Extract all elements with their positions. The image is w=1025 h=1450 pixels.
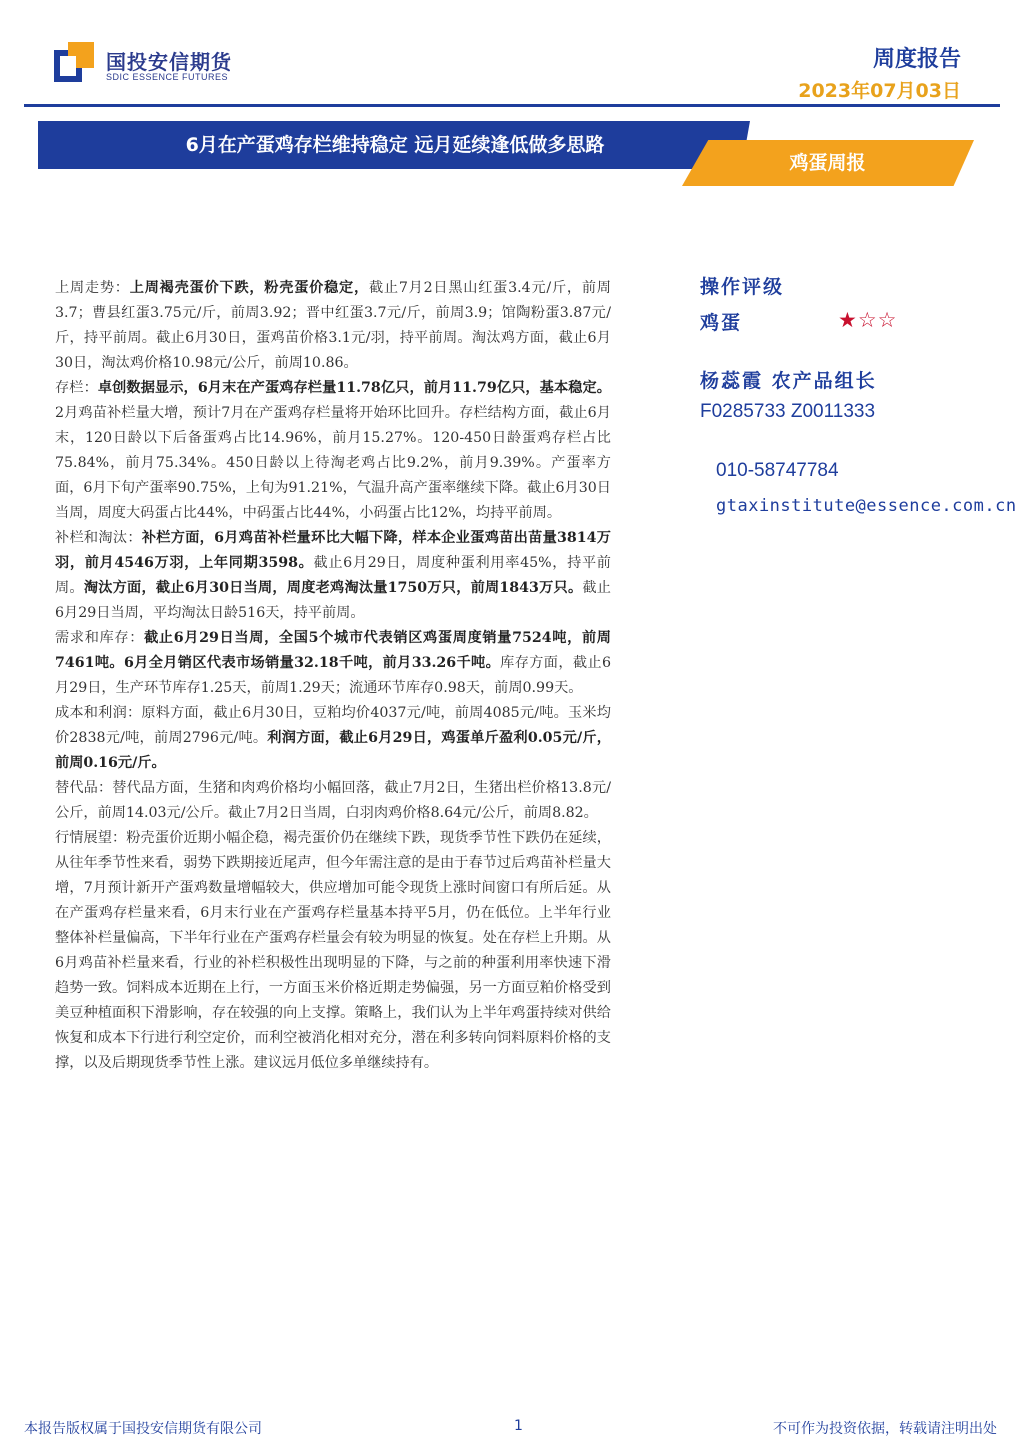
paragraph-last-week-trend	[55, 276, 611, 376]
rating-label: 鸡蛋	[700, 312, 743, 334]
report-tag: 鸡蛋周报	[789, 152, 866, 174]
paragraph-highlight: 补栏方面，6月鸡苗补栏量环比大幅下降，样本企业蛋鸡苗出苗量3814万羽，前月4546万羽，上年同期3598。	[55, 530, 611, 571]
paragraph-lead: 需求和库存：	[55, 630, 145, 646]
paragraph-text: 原料方面，截止6月30日，豆粕均价4037元/吨，前周4085元/吨。玉米均价2838元/吨，前周2796元/吨。	[55, 705, 611, 746]
paragraph-text: 截止7月2日黑山红蛋3.4元/斤，前周3.7；曹县红蛋3.75元/斤，前周3.92；晋中红蛋3.7元/斤，前周3.9；馆陶粉蛋3.87元/斤，持平前周。截止6月30日，蛋鸡苗价格3.1元/羽，持平前周。淘汰鸡方面，截止6月30日，淘汰鸡价格10.98元/公斤，前周10.86。	[55, 280, 611, 371]
analyst-license: F0285733 Z0011333	[700, 401, 876, 422]
company-logo	[54, 42, 234, 88]
contact-email[interactable]: gtaxinstitute@essence.com.cn	[716, 496, 1017, 516]
paragraph-text: 截止6月29日，周度种蛋利用率45%，持平前周。	[55, 555, 611, 596]
paragraph-replenish-culling	[55, 526, 611, 626]
paragraph-text: 截止6月29日当周，平均淘汰日龄516天，持平前周。	[55, 580, 611, 621]
contact-phone: 010-58747784	[716, 460, 839, 481]
report-body	[55, 276, 611, 1076]
paragraph-inventory	[55, 376, 611, 526]
paragraph-text: 2月鸡苗补栏量大增，预计7月在产蛋鸡存栏量将开始环比回升。存栏结构方面，截止6月末，120日龄以下后备蛋鸡占比14.96%，前月15.27%。120-450日龄蛋鸡存栏占比75.84%，前月75.34%。450日龄以上待淘老鸡占比9.2%，前月9.39%。产蛋率方面，6月下旬产蛋率90.75%，上旬为91.21%，气温升高产蛋率继续下降。截止6月30日当周，周度大码蛋占比44%，中码蛋占比44%，小码蛋占比12%，均持平前周。	[55, 405, 611, 521]
paragraph-highlight: 淘汰方面，截止6月30日当周，周度老鸡淘汰量1750万只，前周1843万只。	[83, 580, 583, 596]
paragraph-lead: 替代品：	[55, 780, 113, 796]
paragraph-text: 粉壳蛋价近期小幅企稳，褐壳蛋价仍在继续下跌，现货季节性下跌仍在延续，从往年季节性来看，弱势下跌期接近尾声，但今年需注意的是由于春节过后鸡苗补栏量大增，7月预计新开产蛋鸡数量增幅较大，供应增加可能令现货上涨时间窗口有所后延。从在产蛋鸡存栏量来看，6月末行业在产蛋鸡存栏量基本持平5月，仍在低位。上半年行业整体补栏量偏高，下半年行业在产蛋鸡存栏量会有较为明显的恢复。处在存栏上升期。从6月鸡苗补栏量来看，行业的补栏积极性出现明显的下降，与之前的种蛋利用率快速下滑趋势一致。饲料成本近期在上行，一方面玉米价格近期走势偏强，另一方面豆粕价格受到美豆种植面积下滑影响，存在较强的向上支撑。策略上，我们认为上半年鸡蛋持续对供给恢复和成本下行进行利空定价，而利空被消化相对充分，潜在利多转向饲料原料价格的支撑，以及后期现货季节性上涨。建议远月低位多单继续持有。	[55, 830, 611, 1071]
logo-mark-icon	[54, 42, 94, 82]
analyst-name: 杨蕊霞 农产品组长	[700, 370, 877, 392]
paragraph-cost-profit	[55, 701, 611, 776]
page-number: 1	[514, 1418, 523, 1434]
report-type: 周度报告	[872, 47, 961, 72]
brand-name-cn: 国投安信期货	[106, 50, 232, 74]
paragraph-text: 库存方面，截止6月29日，生产环节库存1.25天，前周1.29天；流通环节库存0.98天，前周0.99天。	[55, 655, 611, 696]
paragraph-outlook	[55, 826, 611, 1076]
paragraph-lead: 行情展望：	[55, 830, 127, 846]
header-divider	[24, 104, 1000, 107]
footer-disclaimer: 不可作为投资依据，转载请注明出处	[773, 1421, 997, 1437]
paragraph-lead: 补栏和淘汰：	[55, 530, 142, 546]
paragraph-text: 替代品方面，生猪和肉鸡价格均小幅回落，截止7月2日，生猪出栏价格13.8元/公斤，前周14.03元/公斤。截止7月2日当周，白羽肉鸡价格8.64元/公斤，前周8.82。	[55, 780, 611, 821]
rating-stars-icon: ★☆☆	[838, 308, 898, 332]
report-title: 6月在产蛋鸡存栏维持稳定 远月延续逢低做多思路	[185, 134, 605, 156]
paragraph-highlight: 卓创数据显示，6月末在产蛋鸡存栏量11.78亿只，前月11.79亿只，基本稳定。	[97, 380, 611, 396]
footer-copyright: 本报告版权属于国投安信期货有限公司	[24, 1421, 262, 1437]
paragraph-lead: 成本和利润：	[55, 705, 142, 721]
rating-row	[700, 308, 940, 336]
report-date: 2023年07月03日	[798, 80, 961, 102]
paragraph-lead: 上周走势：	[55, 280, 130, 296]
brand-name-en: SDIC ESSENCE FUTURES	[106, 72, 229, 82]
paragraph-highlight: 利润方面，截止6月29日，鸡蛋单斤盈利0.05元/斤，前周0.16元/斤。	[55, 730, 611, 771]
paragraph-substitutes	[55, 776, 611, 826]
paragraph-demand-stock	[55, 626, 611, 701]
sidebar	[700, 272, 1020, 516]
paragraph-lead: 存栏：	[55, 380, 98, 396]
paragraph-highlight: 上周褐壳蛋价下跌，粉壳蛋价稳定，	[129, 280, 369, 296]
paragraph-highlight: 截止6月29日当周，全国5个城市代表销区鸡蛋周度销量7524吨，前周7461吨。6月全月销区代表市场销量32.18千吨，前月33.26千吨。	[55, 630, 611, 671]
rating-heading: 操作评级	[700, 276, 785, 298]
